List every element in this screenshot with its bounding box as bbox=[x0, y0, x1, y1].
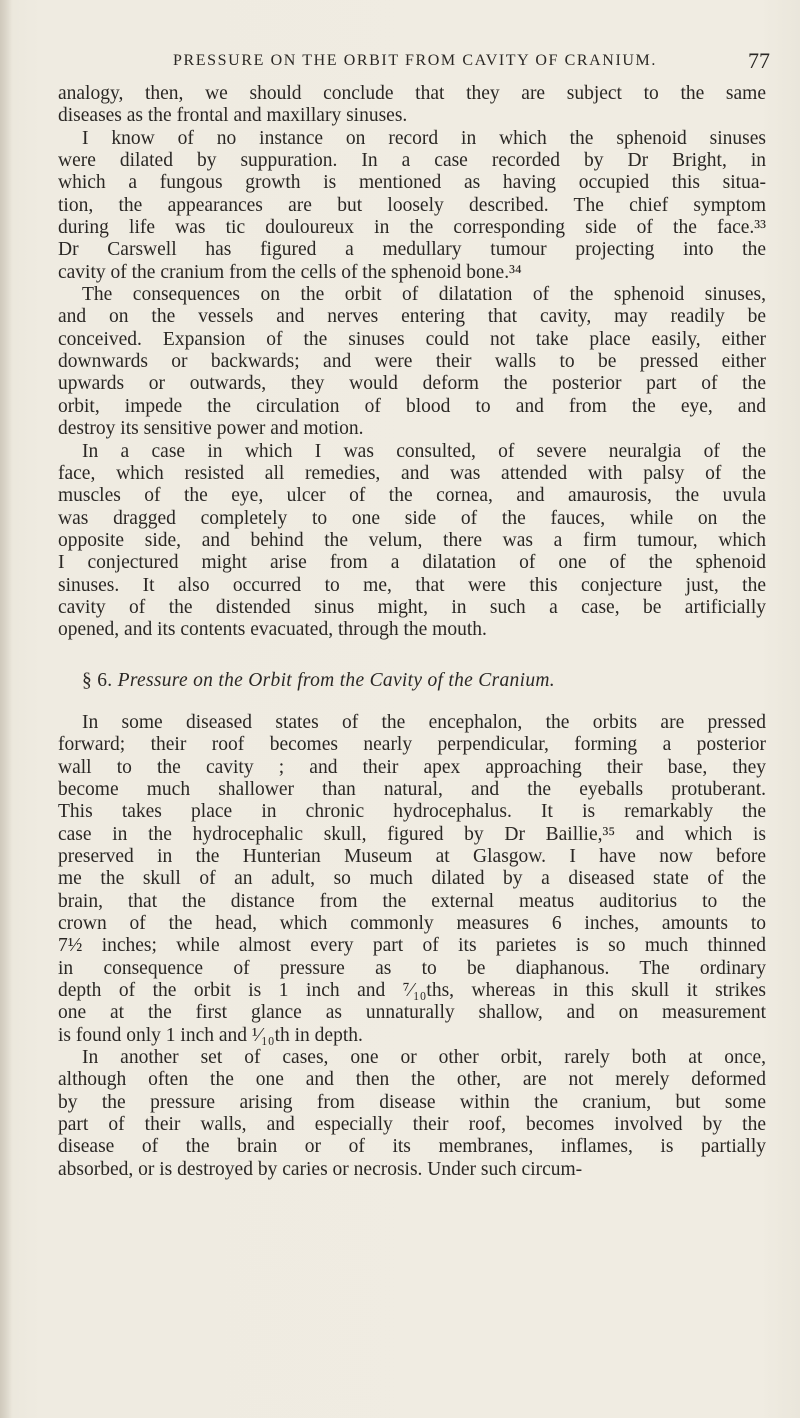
text-line: tion, the appearances are but loosely described. The chief symptom bbox=[58, 194, 766, 216]
body-text bbox=[58, 83, 766, 1181]
binding-gutter-shadow bbox=[0, 0, 12, 1418]
text-line: preserved in the Hunterian Museum at Glasgow. I have now before bbox=[58, 846, 766, 867]
text-line: was dragged completely to one side of the fauces, while on the bbox=[58, 507, 766, 529]
text-line: by the pressure arising from disease within the cranium, but some bbox=[58, 1091, 766, 1113]
text-line: This takes place in chronic hydrocephalus. It is remarkably the bbox=[58, 801, 766, 823]
text-line: disease of the brain or of its membranes, inflames, is partially bbox=[58, 1136, 766, 1158]
text-line: destroy its sensitive power and motion. bbox=[58, 418, 364, 440]
text-line: conceived. Expansion of the sinuses could not take place easily, either bbox=[58, 328, 766, 350]
spacer bbox=[58, 692, 766, 712]
text-line: In another set of cases, one or other orbit, rarely both at once, bbox=[82, 1047, 766, 1069]
text-line: although often the one and then the other, are not merely deformed bbox=[58, 1069, 766, 1091]
text-line: case in the hydrocephalic skull, figured by Dr Baillie,³⁵ and which is bbox=[58, 823, 766, 845]
text-line: upwards or outwards, they would deform the posterior part of the bbox=[58, 373, 766, 395]
text-line: in consequence of pressure as to be diaphanous. The ordinary bbox=[58, 957, 766, 979]
text-line: crown of the head, which commonly measures 6 inches, amounts to bbox=[58, 913, 766, 935]
paragraph-p1 bbox=[58, 83, 766, 128]
text-line: is found only 1 inch and ¹⁄₁₀th in depth. bbox=[58, 1024, 363, 1046]
text-line: In some diseased states of the encephalon, the orbits are pressed bbox=[82, 711, 766, 733]
text-line: me the skull of an adult, so much dilated by a diseased state of the bbox=[58, 868, 766, 890]
section-title: Pressure on the Orbit from the Cavity of the Cranium. bbox=[117, 669, 555, 691]
text-line: opened, and its contents evacuated, through the mouth. bbox=[58, 619, 487, 641]
text-line: and on the vessels and nerves entering that cavity, may readily be bbox=[58, 306, 766, 328]
paragraph-p6 bbox=[58, 1047, 766, 1181]
text-line: during life was tic douloureux in the corresponding side of the face.³³ bbox=[58, 217, 766, 239]
page-header bbox=[90, 48, 770, 84]
text-line: forward; their roof becomes nearly perpendicular, forming a posterior bbox=[58, 734, 766, 756]
text-line: The consequences on the orbit of dilatation of the sphenoid sinuses, bbox=[82, 284, 766, 306]
text-line: 7½ inches; while almost every part of its parietes is so much thinned bbox=[58, 935, 766, 957]
text-line: cavity of the cranium from the cells of the sphenoid bone.³⁴ bbox=[58, 261, 522, 283]
text-line: were dilated by suppuration. In a case recorded by Dr Bright, in bbox=[58, 150, 766, 172]
text-line: analogy, then, we should conclude that they are subject to the same bbox=[58, 83, 766, 104]
text-line: Dr Carswell has figured a medullary tumour projecting into the bbox=[58, 239, 766, 261]
text-line: part of their walls, and especially their roof, becomes involved by the bbox=[58, 1114, 766, 1136]
section-heading bbox=[58, 670, 766, 692]
text-line: downwards or backwards; and were their walls to be pressed either bbox=[58, 351, 766, 373]
paragraph-p5 bbox=[58, 712, 766, 1047]
text-line: which a fungous growth is mentioned as having occupied this situa- bbox=[58, 172, 766, 194]
paragraphs-before-section bbox=[58, 83, 766, 642]
paragraph-p4 bbox=[58, 441, 766, 642]
text-line: muscles of the eye, ulcer of the cornea, and amaurosis, the uvula bbox=[58, 485, 766, 507]
paragraph-p3 bbox=[58, 284, 766, 440]
running-head: PRESSURE ON THE ORBIT FROM CAVITY OF CRANIUM. bbox=[173, 52, 657, 69]
text-line: sinuses. It also occurred to me, that were this conjecture just, the bbox=[58, 574, 766, 596]
text-line: orbit, impede the circulation of blood to and from the eye, and bbox=[58, 395, 766, 417]
text-line: I know of no instance on record in which the sphenoid sinuses bbox=[82, 127, 766, 149]
text-line: wall to the cavity ; and their apex approaching their base, they bbox=[58, 756, 766, 778]
text-line: become much shallower than natural, and the eyeballs protuberant. bbox=[58, 778, 766, 800]
page-number: 77 bbox=[748, 48, 770, 73]
spacer bbox=[58, 642, 766, 670]
text-line: face, which resisted all remedies, and was attended with palsy of the bbox=[58, 462, 766, 484]
text-line: absorbed, or is destroyed by caries or necrosis. Under such circum- bbox=[58, 1158, 583, 1180]
paragraphs-after-section bbox=[58, 712, 766, 1181]
text-line: I conjectured might arise from a dilatation of one of the sphenoid bbox=[58, 552, 766, 574]
section-number: § 6. bbox=[82, 669, 113, 691]
text-line: diseases as the frontal and maxillary sinuses. bbox=[58, 105, 408, 127]
text-line: cavity of the distended sinus might, in such a case, be artificially bbox=[58, 596, 766, 618]
text-line: opposite side, and behind the velum, there was a firm tumour, which bbox=[58, 529, 766, 551]
text-line: one at the first glance as unnaturally shallow, and on measurement bbox=[58, 1002, 766, 1024]
text-line: In a case in which I was consulted, of severe neuralgia of the bbox=[82, 440, 766, 462]
text-line: depth of the orbit is 1 inch and ⁷⁄₁₀ths, whereas in this skull it strikes bbox=[58, 980, 766, 1002]
text-line: brain, that the distance from the external meatus auditorius to the bbox=[58, 890, 766, 912]
paragraph-p2 bbox=[58, 128, 766, 284]
